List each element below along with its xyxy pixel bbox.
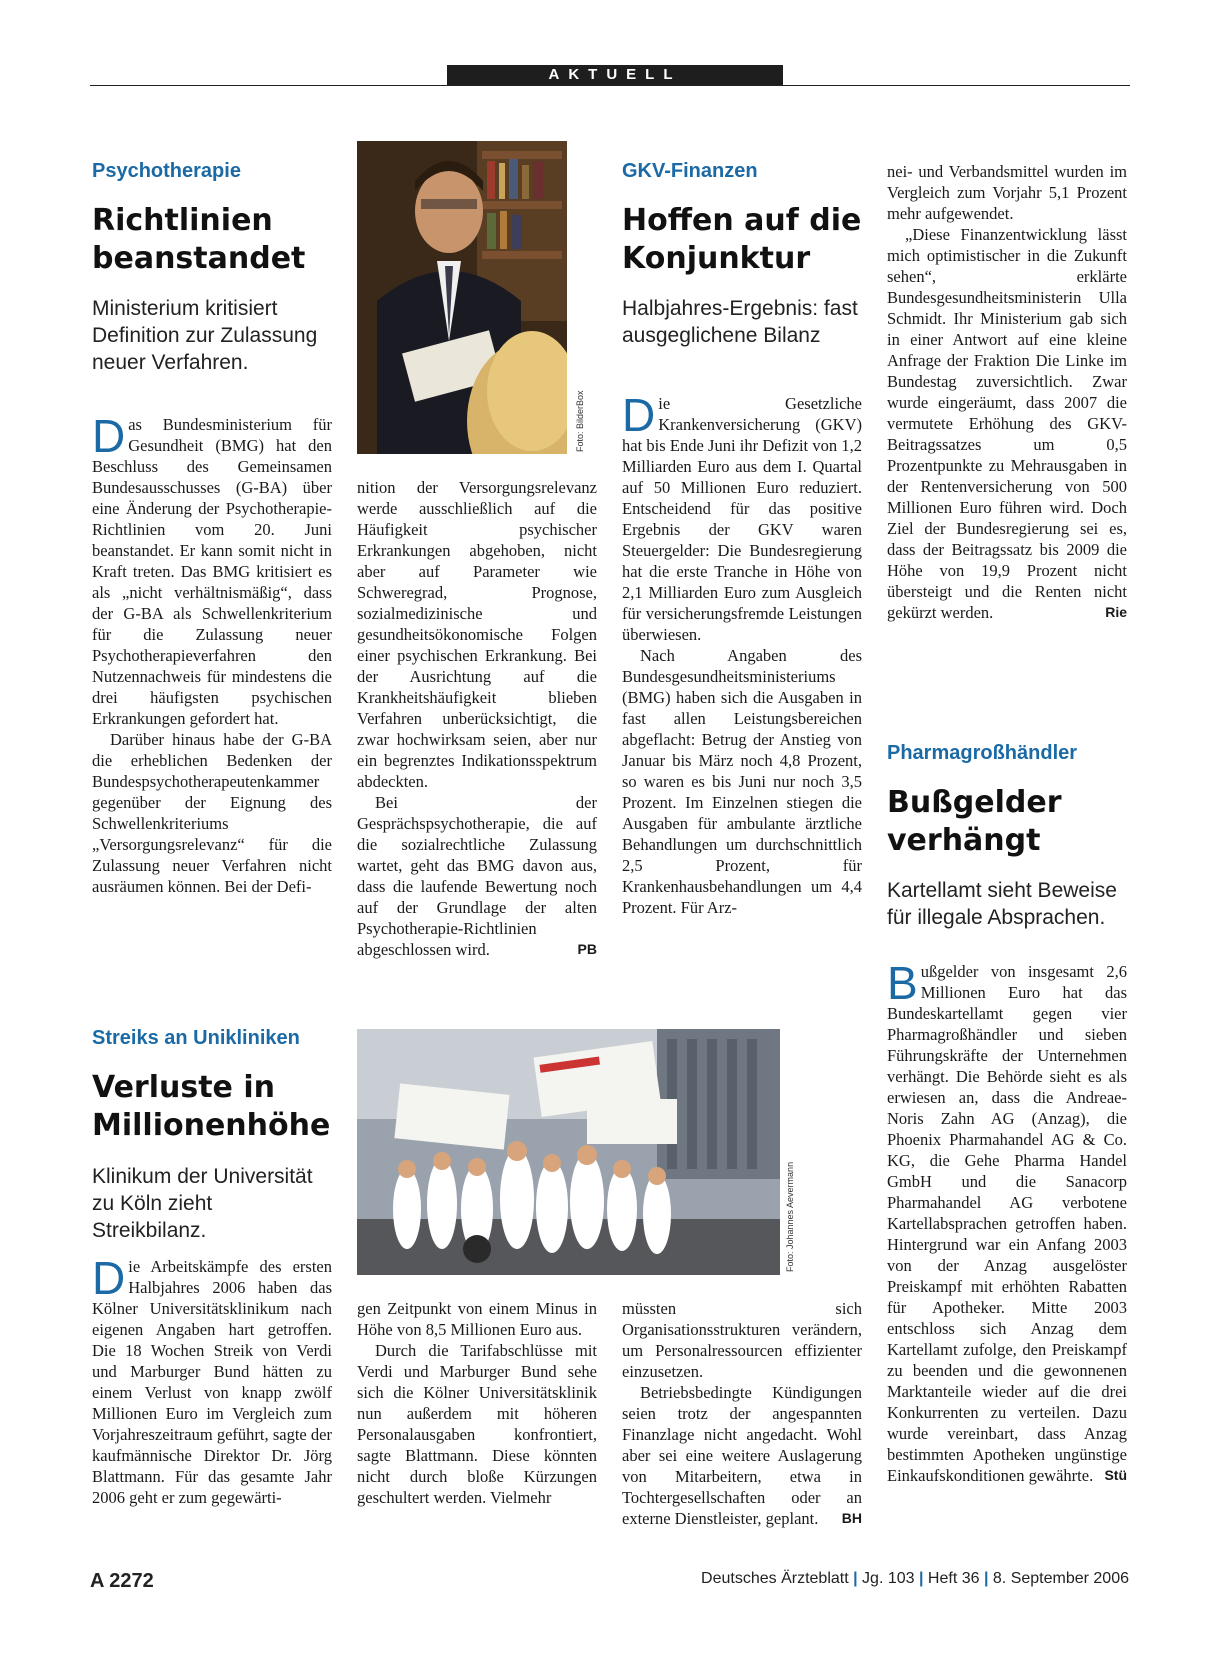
article2-dropcap: D (622, 389, 656, 441)
footer-separator: | (918, 1570, 924, 1587)
article1-col1b-text: Darüber hinaus habe der G-BA die erheblichen Bedenken der Bundespsychotherapeutenkammer gegenüber der Eignung des Schwellenkriteriums „Versorgungsrelevanz“ für die Zulassung neuer Verfahren nicht ausräumen können. Bei der Defi- (92, 730, 332, 896)
article4-body-col2 (357, 1298, 597, 1508)
article2-kicker: GKV-Finanzen (622, 160, 758, 182)
footer-separator: | (853, 1570, 858, 1587)
article4-body-col1 (92, 1252, 332, 1508)
header-rule (90, 85, 1130, 86)
footer-volume: Jg. 103 (862, 1570, 915, 1587)
article1-col1-text: as Bundesministerium für Gesundheit (BMG) hat den Beschluss des Gemeinsamen Bundesausschusses (G-BA) über eine Änderung der Psychotherapie-Richtlinien vom 20. Juni beanstandet. Er kann somit nicht in Kraft treten. Das BMG kritisiert es als „nicht verhältnismäßig“, dass der G-BA als Schwellenkriterium für die Zulassung neuer Psychotherapieverfahren den Nutzennachweis für mindestens die drei häufigsten psychischen Erkrankungen gefordert hat. (92, 415, 332, 728)
article1-subhead: Ministerium kritisiert Definition zur Zulassung neuer Verfahren. (92, 297, 318, 374)
article1-dropcap: D (92, 410, 126, 462)
section-label: AKTUELL (447, 65, 783, 85)
article2-signature: Rie (1105, 604, 1127, 620)
article3-body (887, 957, 1127, 1486)
article4-col2-text: gen Zeitpunkt von einem Minus in Höhe von 8,5 Millionen Euro aus. (357, 1299, 597, 1339)
article2-headline: Hoffen auf die Konjunktur (622, 203, 862, 276)
article4-col1-text: ie Arbeitskämpfe des ersten Halbjahres 2006 haben das Kölner Universitätsklinikum nach eigenen Angaben hart getroffen. Die 18 Wochen Streik von Verdi und Marburger Bund hätten zu einem Verlust von knapp zwölf Millionen Euro im Vergleich zum Vorjahreszeitraum geführt, sagte der kaufmännische Direktor Dr. Jörg Blattmann. Für das gesamte Jahr 2006 geht er zum gegewärti- (92, 1257, 332, 1507)
article4-dropcap: D (92, 1252, 126, 1304)
article1-body-col1 (92, 410, 332, 897)
article3-dropcap: B (887, 957, 918, 1009)
footer-citation (701, 1570, 1129, 1588)
therapist-photo-illustration (357, 141, 567, 454)
article1-col2b-text: Bei der Gesprächspsychotherapie, die auf die sozialrechtliche Zulassung wartet, geht das BMG davon aus, dass die laufende Bewertung noch auf der Grundlage der alten Psychotherapie-Richtlinien abgeschlossen wird. (357, 793, 597, 959)
article1-photo-credit: Foto: BilderBox (575, 390, 585, 452)
article2-col1-text: ie Gesetzliche Krankenversicherung (GKV) hat bis Ende Juni ihr Defizit von 1,2 Milliarden Euro aus dem I. Quartal auf 50 Millionen Euro reduziert. Entscheidend für das positive Ergebnis der GKV waren Steuergelder: Die Bundesregierung hat die erste Tranche in Höhe von 2,1 Milliarden Euro zum Ausgleich für versicherungsfremde Leistungen überwiesen. (622, 394, 862, 644)
article3-headline: Bußgelder verhängt (887, 785, 1062, 858)
article4-col3-text: müssten sich Organisationsstrukturen verändern, um Personalressourcen effizienter einzusetzen. (622, 1299, 862, 1381)
article2-subhead: Halbjahres-Ergebnis: fast ausgeglichene Bilanz (622, 297, 858, 347)
article3-signature: Stü (1104, 1467, 1127, 1483)
article4-subhead: Klinikum der Universität zu Köln zieht Streikbilanz. (92, 1165, 313, 1242)
article3-kicker: Pharmagroßhändler (887, 742, 1078, 764)
article2-body-col1 (622, 389, 862, 918)
article4-photo (357, 1029, 780, 1275)
article2-body-col2 (887, 161, 1127, 623)
article3-col1-text: ußgelder von insgesamt 2,6 Millionen Euro hat das Bundeskartellamt gegen vier Pharmagroßhändler und sieben Führungskräfte der Unternehmen verhängt. Die Behörde sieht es als erwiesen an, dass die Andreae-Noris Zahn AG (Anzag), die Phoenix Pharmahandel AG & Co. KG, die Gehe Pharma Handel GmbH und die Sanacorp Pharmahandel AG verbotene Kartellabsprachen getroffen haben. Hintergrund war ein Anfang 2003 von der Anzag ausgelöster Preiskampf mit erhöhten Rabatten für Apotheker. Mitte 2003 entschloss sich Anzag dem Kartellamt zufolge, den Preiskampf zu beenden und die gewonnenen Marktanteile wieder auf die drei Konkurrenten zu verteilen. Dazu wurde vereinbart, dass Anzag bestimmten Apotheken ungünstige Einkaufskonditionen gewährte. (887, 962, 1127, 1485)
article1-kicker: Psychotherapie (92, 160, 241, 182)
page-number: A 2272 (90, 1570, 154, 1592)
footer-issue: Heft 36 (927, 1570, 980, 1587)
footer-date: 8. September 2006 (992, 1570, 1129, 1587)
article1-body-col2 (357, 477, 597, 960)
footer-journal: Deutsches Ärzteblatt (701, 1570, 849, 1587)
article4-signature: BH (841, 1510, 862, 1526)
article4-kicker: Streiks an Unikliniken (92, 1027, 300, 1049)
article1-col2-text: nition der Versorgungsrelevanz werde ausschließlich auf die Häufigkeit psychischer Erkrankungen abgehoben, nicht aber auf Parameter wie Schweregrad, Prognose, sozialmedizinische und gesundheitsökonomische Folgen einer psychischen Erkrankung. Bei der Ausrichtung auf die Krankheitshäufigkeit blieben Verfahren unberücksichtigt, die zwar hochwirksam seien, aber nur ein begrenztes Indikationsspektrum abdeckten. (357, 478, 597, 791)
article1-photo (357, 141, 567, 454)
strike-march-photo-illustration (357, 1029, 780, 1275)
article4-body-col3 (622, 1298, 862, 1529)
article2-col2-text: nei- und Verbandsmittel wurden im Vergleich zum Vorjahr 5,1 Prozent mehr aufgewendet. (887, 162, 1127, 223)
article4-headline: Verluste in Millionenhöhe (92, 1070, 331, 1143)
footer-separator: | (983, 1570, 989, 1587)
article3-subhead: Kartellamt sieht Beweise für illegale Absprachen. (887, 879, 1117, 929)
article4-col2b-text: Durch die Tarifabschlüsse mit Verdi und Marburger Bund sehe sich die Kölner Universitätsklinik nun außerdem mit höheren Personalausgaben konfrontiert, sagte Blattmann. Diese könnten nicht durch bloße Kürzungen geschultert werden. Vielmehr (357, 1341, 597, 1507)
article4-photo-credit: Foto: Johannes Aevermann (785, 1161, 795, 1272)
article1-signature: PB (577, 941, 597, 957)
article2-col1b-text: Nach Angaben des Bundesgesundheitsministeriums (BMG) haben sich die Ausgaben in fast allen Leistungsbereichen abgeflacht: Betrug der Anstieg von Januar bis März noch 4,8 Prozent, so waren es bis Juni nur noch 3,5 Prozent. Im Einzelnen stiegen die Ausgaben für ambulante ärztliche Behandlungen um durchschnittlich 2,5 Prozent, für Krankenhausbehandlungen um 4,4 Prozent. Für Arz- (622, 646, 862, 917)
article4-col3b-text: Betriebsbedingte Kündigungen seien trotz der angespannten Finanzlage nicht angedacht. Wohl aber sei eine weitere Auslagerung von Mitarbeitern, etwa in Tochtergesellschaften oder an externe Dienstleister, geplant. (622, 1383, 862, 1528)
article1-headline: Richtlinien beanstandet (92, 203, 306, 276)
article2-col2b-text: „Diese Finanzentwicklung lässt mich optimistischer in die Zukunft sehen“, erklärte Bundesgesundheitsministerin Ulla Schmidt. Ihr Ministerium gab sich in einer Antwort auf eine kleine Anfrage der Fraktion Die Linke im Bundestag zuversichtlich. Zwar wurde eingeräumt, dass 2007 die vermutete Erhöhung des GKV-Beitragssatzes um 0,5 Prozentpunkte zu Mehrausgaben in der Rentenversicherung von 500 Millionen Euro führen wird. Doch Ziel der Bundesregierung sei es, dass der Beitragssatz bis 2009 die Höhe von 19,9 Prozent nicht übersteigt und die Renten nicht gekürzt werden. (887, 225, 1127, 622)
